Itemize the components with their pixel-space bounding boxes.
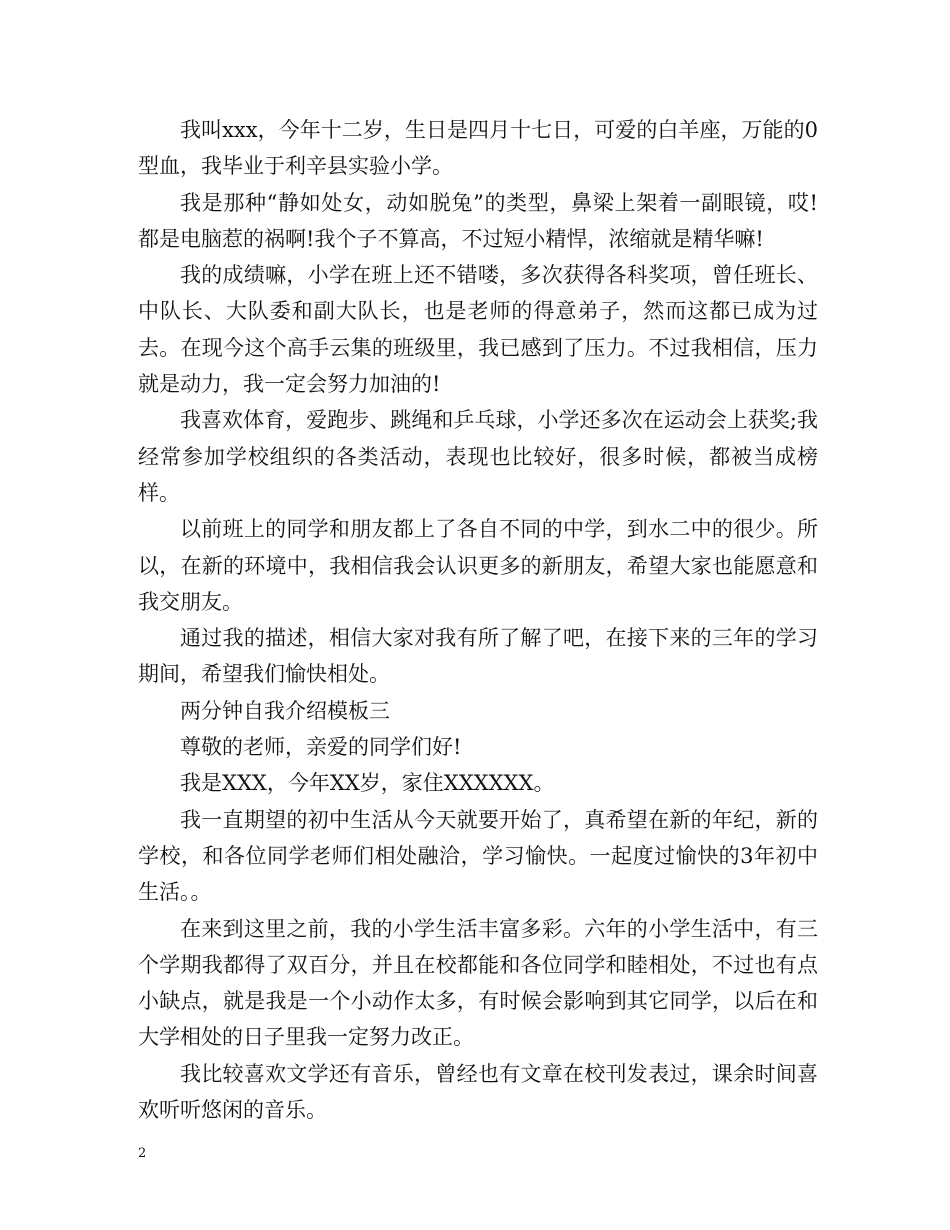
paragraph: 我叫xxx，今年十二岁，生日是四月十七日，可爱的白羊座，万能的0型血，我毕业于利辛县实验小学。 <box>138 118 818 179</box>
paragraph: 通过我的描述，相信大家对我有所了解了吧，在接下来的三年的学习期间，希望我们愉快相处。 <box>138 626 818 687</box>
paragraph: 我一直期望的初中生活从今天就要开始了，真希望在新的年纪，新的学校，和各位同学老师们相处融洽，学习愉快。一起度过愉快的3年初中生活。。 <box>138 807 818 905</box>
paragraph: 我比较喜欢文学还有音乐，曾经也有文章在校刊发表过，课余时间喜欢听听悠闲的音乐。 <box>138 1061 818 1123</box>
paragraph: 我喜欢体育，爱跑步、跳绳和乒乓球，小学还多次在运动会上获奖;我经常参加学校组织的各类活动，表现也比较好，很多时候，都被当成榜样。 <box>138 408 818 505</box>
document-body <box>138 112 818 1128</box>
paragraph: 我是XXX，今年XX岁，家住XXXXXX。 <box>180 771 555 796</box>
paragraph: 在来到这里之前，我的小学生活丰富多彩。六年的小学生活中，有三个学期我都得了双百分，并且在校都能和各位同学和睦相处，不过也有点小缺点，就是我是一个小动作太多，有时候会影响到其它同学，以后在和大学相处的日子里我一定努力改正。 <box>138 916 818 1050</box>
paragraph: 以前班上的同学和朋友都上了各自不同的中学，到水二中的很少。所以，在新的环境中，我相信我会认识更多的新朋友，希望大家也能愿意和我交朋友。 <box>138 517 818 614</box>
section-heading: 两分钟自我介绍模板三 <box>180 698 390 723</box>
paragraph: 我是那种“静如处女，动如脱兔”的类型，鼻梁上架着一副眼镜，哎!都是电脑惹的祸啊!我个子不算高，不过短小精悍，浓缩就是精华嘛! <box>138 190 818 251</box>
paragraph: 我的成绩嘛，小学在班上还不错喽，多次获得各科奖项，曾任班长、中队长、大队委和副大队长，也是老师的得意弟子，然而这都已成为过去。在现今这个高手云集的班级里，我已感到了压力。不过我相信，压力就是动力，我一定会努力加油的! <box>138 263 818 397</box>
page-number: 2 <box>138 1146 147 1161</box>
greeting-line: 尊敬的老师，亲爱的同学们好! <box>180 735 462 760</box>
